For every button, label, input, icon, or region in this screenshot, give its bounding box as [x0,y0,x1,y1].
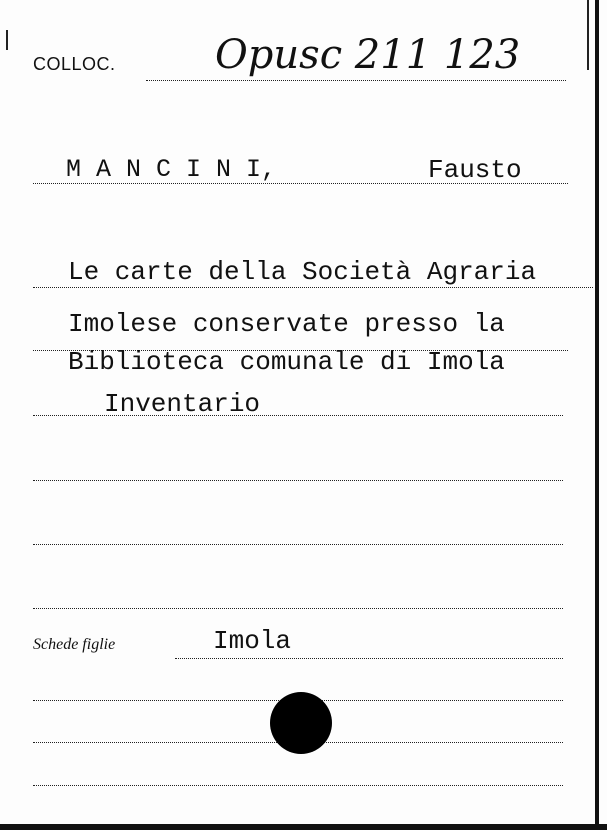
title-line-1: Le carte della Società Agraria [68,257,537,287]
card-bottom-edge [0,824,607,830]
shelfmark-handwritten: Opusc 211 123 [215,32,521,78]
title-dotted-line-1 [33,287,593,288]
card-left-edge-mark [6,30,8,50]
blank-dotted-line-3 [33,608,563,609]
card-right-edge [595,0,599,830]
title-line-4: Inventario [104,389,261,419]
card-right-edge-mark [587,0,589,70]
title-line-3: Biblioteca comunale di Imola [68,347,505,377]
title-line-2: Imolese conservate presso la [68,309,505,339]
schede-label: Schede figlie [33,636,116,653]
colloc-label: COLLOC. [33,54,116,74]
colloc-dotted-line [146,80,566,81]
lower-dotted-line-3 [33,785,563,786]
author-surname: M A N C I N I, [66,155,277,184]
author-firstname: Fausto [428,155,522,185]
blank-dotted-line-2 [33,544,563,545]
schede-value: Imola [213,626,292,656]
punch-hole [270,692,332,754]
blank-dotted-line-1 [33,480,563,481]
schede-dotted-line [175,658,563,659]
